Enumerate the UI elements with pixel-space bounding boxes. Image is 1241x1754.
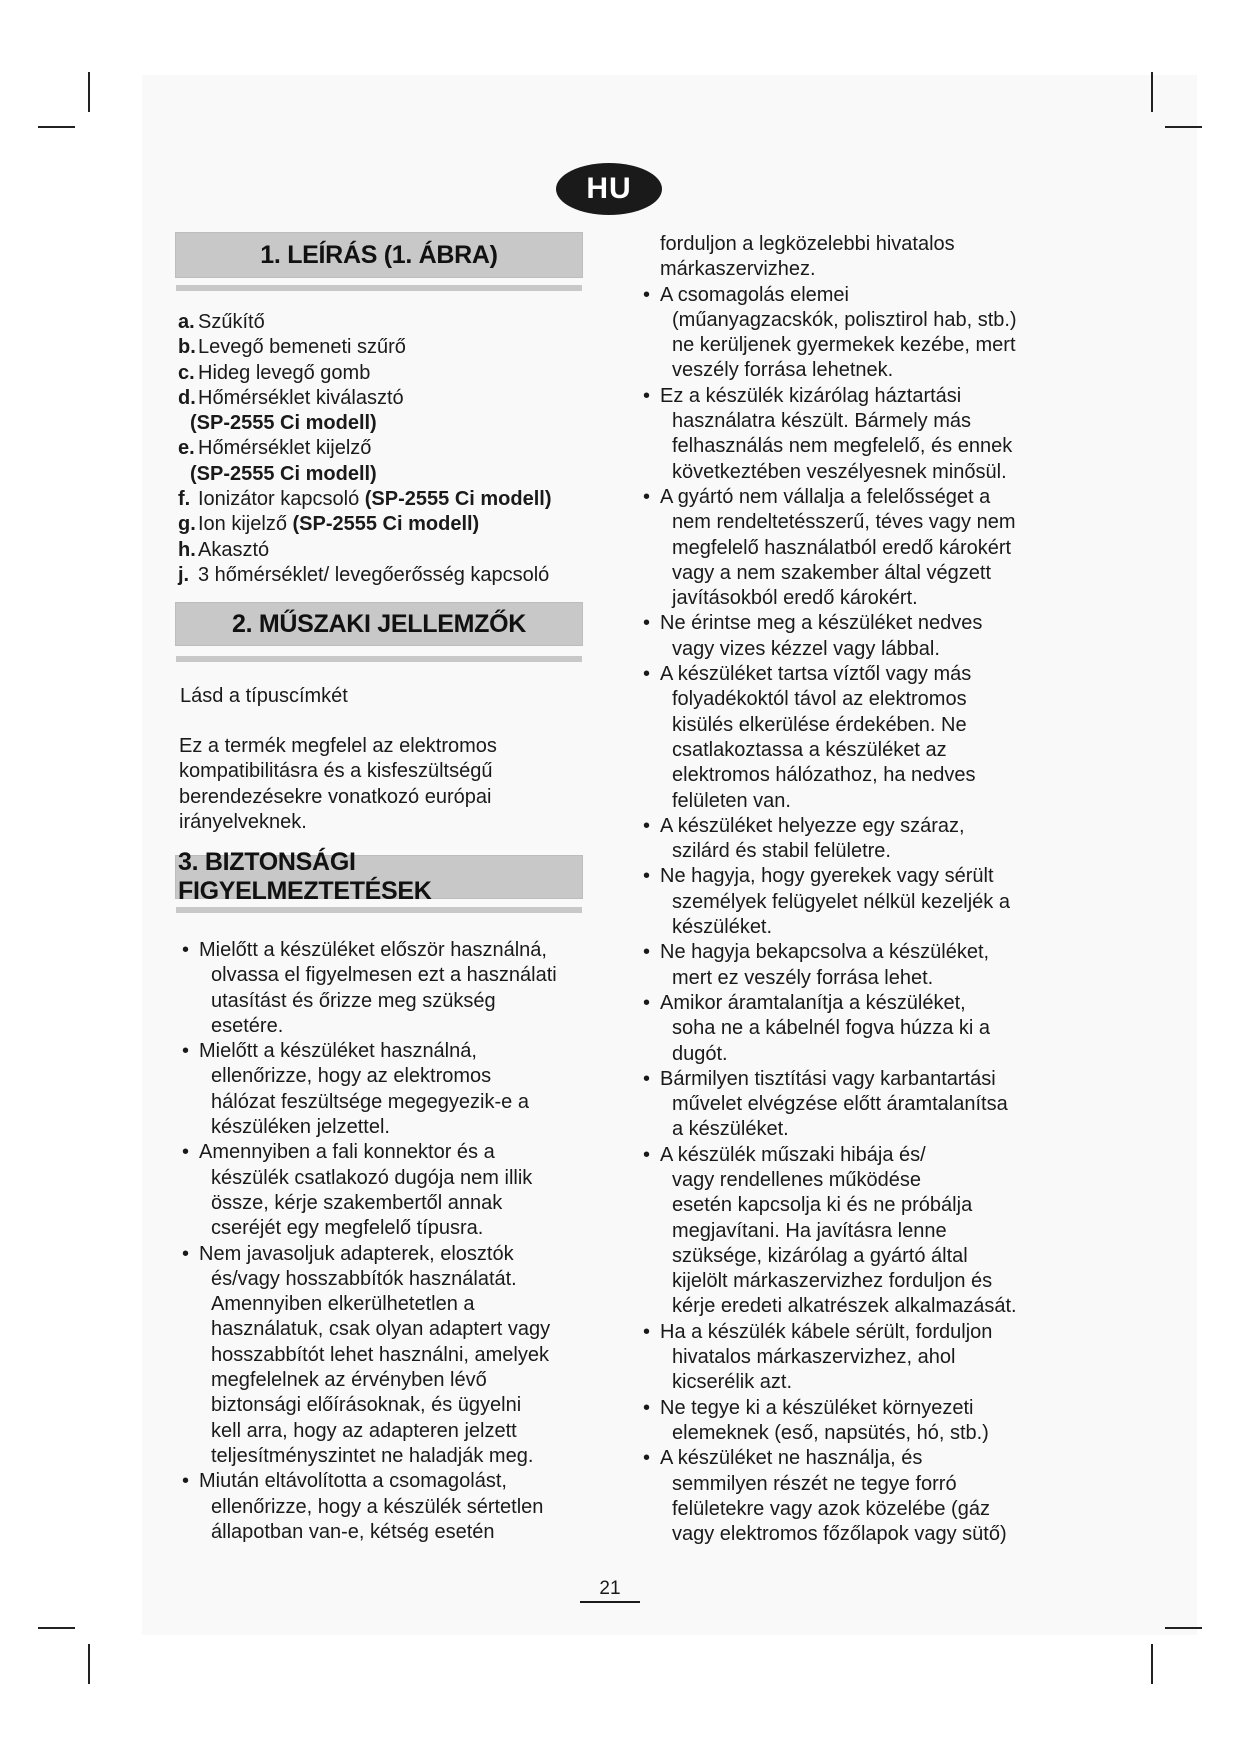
bullet-line: használatra készült. Bármely más	[672, 410, 972, 433]
bullet-line: felületen van.	[672, 789, 791, 812]
bullet-text	[199, 938, 598, 1039]
item-letter: e.	[178, 437, 195, 460]
bullet-line: Mielőtt a készüléket használná,	[199, 1040, 477, 1063]
bullet-line: Amikor áramtalanítja a készüléket,	[660, 991, 966, 1014]
bullet-line: (műanyagzacskók, polisztirol hab, stb.)	[672, 308, 1017, 331]
bullet-line: Ez a készülék kizárólag háztartási	[660, 384, 962, 407]
safety-bullet	[639, 940, 1039, 991]
bullet-text	[660, 283, 1039, 384]
bullet-dot-icon: •	[643, 1143, 651, 1166]
bullet-line: felületekre vagy azok közelébe (gáz	[672, 1497, 990, 1520]
bullet-line: készülék csatlakozó dugója nem illik	[211, 1166, 533, 1189]
bullet-line: utasítást és őrizze meg szükség	[211, 989, 496, 1012]
bullet-text	[199, 1140, 598, 1241]
description-item	[178, 335, 588, 360]
bullet-line: A gyártó nem vállalja a felelősséget a	[660, 485, 991, 508]
bullet-line: kérje eredeti alkatrészek alkalmazását.	[672, 1295, 1017, 1318]
description-list	[178, 310, 588, 588]
safety-bullet	[639, 1446, 1039, 1547]
bullet-text	[199, 1242, 598, 1470]
bullet-text	[660, 1396, 1039, 1447]
item-text: Szűkítő	[198, 311, 265, 333]
safety-bullet	[639, 991, 1039, 1067]
bullet-line: A készüléket helyezze egy száraz,	[660, 814, 965, 837]
bullet-text	[660, 485, 1039, 611]
description-item	[178, 538, 588, 563]
model-note: (SP-2555 Ci modell)	[190, 412, 377, 435]
bullet-line: személyek felügyelet nélkül kezeljék a	[672, 890, 1010, 913]
bullet-line: használatuk, csak olyan adaptert vagy	[211, 1318, 551, 1341]
safety-right-column	[639, 232, 1039, 1547]
page-number-underline	[580, 1601, 640, 1603]
bullet-line: Amennyiben a fali konnektor és a	[199, 1141, 495, 1164]
bullet-line: A készüléket ne használja, és	[660, 1447, 923, 1470]
bullet-dot-icon: •	[182, 1242, 190, 1265]
safety-bullet	[639, 1067, 1039, 1143]
description-item	[178, 563, 588, 588]
bullet-line: Ne hagyja, hogy gyerekek vagy sérült	[660, 865, 994, 888]
bullet-line: Bármilyen tisztítási vagy karbantartási	[660, 1067, 996, 1090]
bullet-line: Miután eltávolította a csomagolást,	[199, 1470, 507, 1493]
crop-mark	[1151, 72, 1153, 112]
bullet-text	[660, 991, 1039, 1067]
safety-bullet	[639, 283, 1039, 384]
item-text: Ionizátor kapcsoló	[198, 488, 365, 511]
bullet-line: kicserélik azt.	[672, 1371, 793, 1394]
bullet-line: ellenőrizze, hogy a készülék sértetlen	[211, 1495, 544, 1518]
crop-mark	[88, 1644, 90, 1684]
bullet-dot-icon: •	[643, 485, 651, 508]
bullet-line: javításokból eredő károkért.	[672, 587, 918, 610]
bullet-line: A készülék műszaki hibája és/	[660, 1143, 926, 1166]
bullet-line: nem rendeltetésszerű, téves vagy nem	[672, 511, 1016, 534]
bullet-line: Amennyiben elkerülhetetlen a	[211, 1293, 475, 1316]
bullet-dot-icon: •	[643, 663, 651, 686]
bullet-line: vagy rendellenes működése	[672, 1168, 922, 1191]
item-letter: f.	[178, 488, 191, 511]
bullet-dot-icon: •	[643, 612, 651, 635]
section-2-heading: 2. MŰSZAKI JELLEMZŐK	[176, 603, 582, 645]
crop-mark	[1165, 126, 1202, 128]
bullet-dot-icon: •	[182, 1470, 190, 1493]
bullet-dot-icon: •	[643, 1396, 651, 1419]
safety-bullet	[639, 1320, 1039, 1396]
bullet-line: mert ez veszély forrása lehet.	[672, 966, 934, 989]
bullet-dot-icon: •	[643, 1067, 651, 1090]
item-text: Levegő bemeneti szűrő	[198, 336, 406, 359]
bullet-line: dugót.	[672, 1042, 728, 1065]
bullet-line: Ha a készülék kábele sérült, forduljon	[660, 1320, 993, 1343]
bullet-line: elektromos hálózathoz, ha nedves	[672, 764, 976, 787]
bullet-line: csatlakoztassa a készüléket az	[672, 738, 947, 761]
description-item	[178, 411, 588, 436]
item-text: 3 hőmérséklet/ levegőerősség kapcsoló	[198, 563, 550, 586]
crop-mark	[1165, 1627, 1202, 1629]
bullet-line: esetére.	[211, 1014, 284, 1037]
model-note: (SP-2555 Ci modell)	[364, 488, 552, 511]
bullet-dot-icon: •	[643, 384, 651, 407]
bullet-text	[660, 1067, 1039, 1143]
model-note: (SP-2555 Ci modell)	[292, 513, 480, 536]
continuation-line: forduljon a legközelebbi hivatalos	[660, 233, 955, 255]
bullet-dot-icon: •	[643, 1320, 651, 1343]
bullet-dot-icon: •	[182, 1040, 190, 1063]
compliance-line: berendezésekre vonatkozó európai	[179, 785, 492, 808]
item-letter: h.	[178, 538, 196, 561]
language-badge: HU	[556, 163, 662, 215]
bullet-text	[660, 662, 1039, 814]
safety-bullet	[639, 384, 1039, 485]
bullet-line: cseréjét egy megfelelő típusra.	[211, 1217, 484, 1240]
bullet-line: Ne tegye ki a készüléket környezeti	[660, 1396, 974, 1419]
bullet-line: felhasználás nem megfelelő, és ennek	[672, 435, 1013, 458]
bullet-line: szilárd és stabil felületre.	[672, 840, 891, 863]
crop-mark	[38, 126, 75, 128]
bullet-line: biztonsági előírásoknak, és ügyelni	[211, 1394, 522, 1417]
safety-bullet	[178, 1140, 598, 1241]
see-label-text: Lásd a típuscímkét	[180, 685, 348, 707]
bullet-text	[660, 384, 1039, 485]
bullet-line: vagy elektromos főzőlapok vagy sütő)	[672, 1523, 1007, 1546]
bullet-line: folyadékoktól távol az elektromos	[672, 688, 967, 711]
bullet-line: A csomagolás elemei	[660, 283, 849, 306]
safety-bullet	[178, 1469, 598, 1545]
compliance-line: irányelveknek.	[179, 810, 307, 833]
description-item	[178, 462, 588, 487]
item-text: Hőmérséklet kijelző	[198, 437, 372, 460]
description-item	[178, 310, 588, 335]
bullet-line: veszély forrása lehetnek.	[672, 359, 894, 382]
compliance-text	[179, 734, 589, 835]
bullet-line: vagy a nem szakember által végzett	[672, 561, 992, 584]
bullet-dot-icon: •	[643, 941, 651, 964]
bullet-line: ellenőrizze, hogy az elektromos	[211, 1065, 492, 1088]
item-text: Hideg levegő gomb	[198, 361, 371, 384]
bullet-dot-icon: •	[182, 1141, 190, 1164]
bullet-line: ne kerüljenek gyermekek kezébe, mert	[672, 334, 1016, 357]
safety-bullet	[639, 1143, 1039, 1320]
bullet-line: megfelelnek az érvényben lévő	[211, 1369, 487, 1392]
bullet-line: készüléken jelzettel.	[211, 1116, 390, 1139]
bullet-text	[660, 1446, 1039, 1547]
item-letter: b.	[178, 336, 196, 359]
bullet-line: művelet elvégzése előtt áramtalanítsa	[672, 1093, 1008, 1116]
bullet-line: Mielőtt a készüléket először használná,	[199, 939, 547, 961]
bullet-line: Ne hagyja bekapcsolva a készüléket,	[660, 941, 990, 964]
continuation-line: márkaszervizhez.	[660, 258, 816, 281]
section-1-rule	[176, 285, 582, 291]
compliance-line: kompatibilitásra és a kisfeszültségű	[179, 760, 493, 783]
section-3-heading: 3. BIZTONSÁGI FIGYELMEZTETÉSEK	[176, 856, 582, 898]
description-item	[178, 386, 588, 411]
safety-bullet	[639, 485, 1039, 611]
bullet-line: kisülés elkerülése érdekében. Ne	[672, 713, 967, 736]
bullet-text	[660, 940, 1039, 991]
safety-bullet	[178, 1039, 598, 1140]
safety-bullet	[639, 662, 1039, 814]
bullet-line: semmilyen részét ne tegye forró	[672, 1472, 957, 1495]
bullet-line: elemeknek (eső, napsütés, hó, stb.)	[672, 1421, 989, 1444]
safety-left-column	[178, 938, 598, 1545]
item-text: Hőmérséklet kiválasztó	[198, 386, 404, 409]
bullet-line: össze, kérje szakembertől annak	[211, 1191, 503, 1214]
bullet-line: a készüléket.	[672, 1118, 789, 1141]
bullet-line: készüléket.	[672, 916, 773, 939]
description-item	[178, 436, 588, 461]
bullet-text	[199, 1469, 598, 1545]
bullet-text	[660, 611, 1039, 662]
bullet-line: szüksége, kizárólag a gyártó által	[672, 1244, 968, 1267]
bullet-line: állapotban van-e, kétség esetén	[211, 1520, 495, 1543]
item-letter: g.	[178, 513, 196, 536]
bullet-text	[660, 1320, 1039, 1396]
bullet-line: kell arra, hogy az adapteren jelzett	[211, 1419, 517, 1442]
description-item	[178, 487, 588, 512]
section-3-rule	[176, 907, 582, 913]
rating-label-note	[180, 684, 590, 709]
bullet-line: Ne érintse meg a készüléket nedves	[660, 612, 983, 635]
bullet-dot-icon: •	[643, 283, 651, 306]
bullet-dot-icon: •	[643, 1447, 651, 1470]
model-note: (SP-2555 Ci modell)	[190, 462, 377, 485]
crop-mark	[88, 72, 90, 112]
crop-mark	[38, 1627, 75, 1629]
item-letter: a.	[178, 311, 195, 333]
bullet-line: Nem javasoljuk adapterek, elosztók	[199, 1242, 514, 1265]
bullet-line: következtében veszélyesnek minősül.	[672, 460, 1007, 483]
item-letter: d.	[178, 386, 196, 409]
safety-bullet	[639, 1396, 1039, 1447]
bullet-dot-icon: •	[182, 939, 190, 961]
bullet-line: vagy vizes kézzel vagy lábbal.	[672, 637, 940, 660]
bullet-line: olvassa el figyelmesen ezt a használati	[211, 964, 557, 987]
bullet-dot-icon: •	[643, 991, 651, 1014]
bullet-text	[660, 814, 1039, 865]
bullet-text	[660, 864, 1039, 940]
bullet-line: kijelölt márkaszervizhez forduljon és	[672, 1270, 993, 1293]
bullet-text	[199, 1039, 598, 1140]
bullet-text	[660, 1143, 1039, 1320]
item-text: Akasztó	[198, 538, 270, 561]
bullet-line: megjavítani. Ha javításra lenne	[672, 1219, 947, 1242]
bullet-line: hálózat feszültsége megegyezik-e a	[211, 1090, 529, 1113]
item-letter: j.	[178, 563, 190, 586]
compliance-line: Ez a termék megfelel az elektromos	[179, 735, 497, 757]
description-item	[178, 361, 588, 386]
bullet-line: teljesítményszintet ne haladják meg.	[211, 1444, 534, 1467]
safety-bullet	[178, 938, 598, 1039]
safety-bullet	[178, 1242, 598, 1470]
page-number: 21	[599, 1578, 621, 1599]
safety-bullet	[639, 814, 1039, 865]
section-1-heading: 1. LEÍRÁS (1. ÁBRA)	[176, 233, 582, 277]
bullet-line: hivatalos márkaszervizhez, ahol	[672, 1346, 956, 1369]
item-text: Ion kijelző	[198, 513, 293, 536]
crop-mark	[1151, 1644, 1153, 1684]
bullet-line: hosszabbítót lehet használni, amelyek	[211, 1343, 549, 1366]
bullet-line: és/vagy hosszabbítók használatát.	[211, 1267, 517, 1290]
bullet-line: megfelelő használatból eredő károkért	[672, 536, 1012, 559]
safety-bullet	[639, 864, 1039, 940]
description-item	[178, 512, 588, 537]
bullet-line: esetén kapcsolja ki és ne próbálja	[672, 1194, 973, 1217]
item-letter: c.	[178, 361, 195, 384]
bullet-dot-icon: •	[643, 814, 651, 837]
bullet-line: A készüléket tartsa víztől vagy más	[660, 663, 972, 686]
bullet-dot-icon: •	[643, 865, 651, 888]
safety-bullet	[639, 611, 1039, 662]
section-2-rule	[176, 656, 582, 662]
bullet-line: soha ne a kábelnél fogva húzza ki a	[672, 1017, 990, 1040]
